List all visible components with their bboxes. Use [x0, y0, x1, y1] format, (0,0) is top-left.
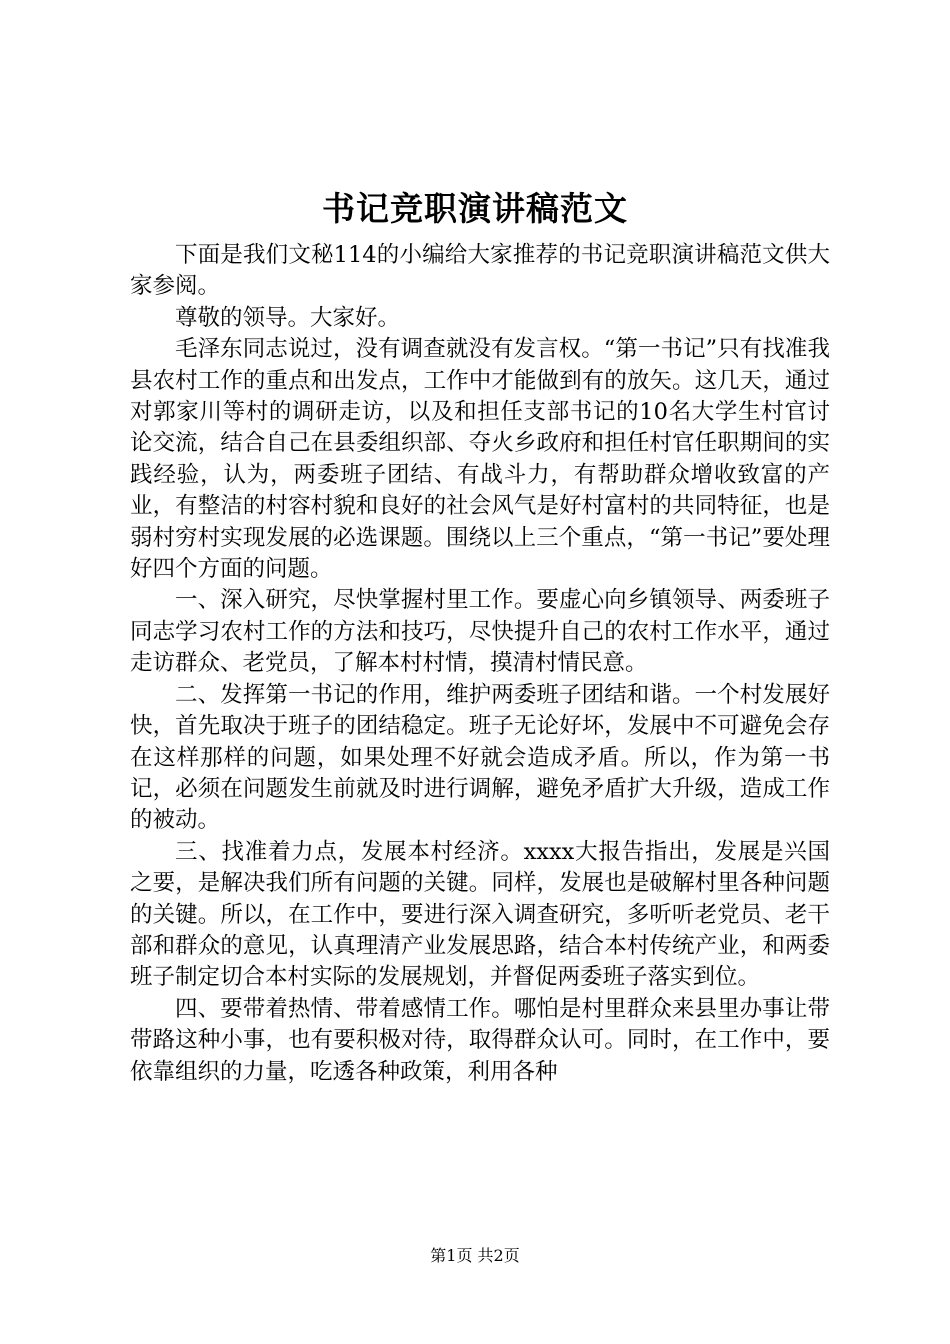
paragraph-point-one: 一、深入研究，尽快掌握村里工作。要虚心向乡镇领导、两委班子同志学习农村工作的方法和技巧，尽快提升自己的农村工作水平，通过走访群众、老党员，了解本村村情，摸清村情民意。 — [130, 587, 830, 677]
paragraph-point-three: 三、找准着力点，发展本村经济。xxxx大报告指出，发展是兴国之要，是解决我们所有问题的关键。同样，发展也是破解村里各种问题的关键。所以，在工作中，要进行深入调查研究，多听听老党员、老干部和群众的意见，认真理清产业发展思路，结合本村传统产业，和两委班子制定切合本村实际的发展规划，并督促两委班子落实到位。 — [130, 838, 830, 991]
document-body — [130, 240, 830, 1088]
paragraph-opening: 毛泽东同志说过，没有调查就没有发言权。“第一书记”只有找准我县农村工作的重点和出发点，工作中才能做到有的放矢。这几天，通过对郭家川等村的调研走访，以及和担任支部书记的10名大学生村官讨论交流，结合自己在县委组织部、夺火乡政府和担任村官任职期间的实践经验，认为，两委班子团结、有战斗力，有帮助群众增收致富的产业，有整洁的村容村貌和良好的社会风气是好村富村的共同特征，也是弱村穷村实现发展的必选课题。围绕以上三个重点，“第一书记”要处理好四个方面的问题。 — [130, 336, 830, 583]
paragraph-point-four: 四、要带着热情、带着感情工作。哪怕是村里群众来县里办事让带带路这种小事，也有要积极对待，取得群众认可。同时，在工作中，要依靠组织的力量，吃透各种政策，利用各种 — [130, 995, 830, 1085]
paragraph-point-two: 二、发挥第一书记的作用，维护两委班子团结和谐。一个村发展好快，首先取决于班子的团结稳定。班子无论好坏，发展中不可避免会存在这样那样的问题，如果处理不好就会造成矛盾。所以，作为第一书记，必须在问题发生前就及时进行调解，避免矛盾扩大升级，造成工作的被动。 — [130, 681, 830, 834]
document-title: 书记竞职演讲稿范文 — [322, 189, 628, 228]
paragraph-greeting: 尊敬的领导。大家好。 — [175, 304, 401, 331]
paragraph-intro: 下面是我们文秘114的小编给大家推荐的书记竞职演讲稿范文供大家参阅。 — [130, 242, 830, 300]
page-footer — [0, 1244, 950, 1268]
page-indicator: 第1页 共2页 — [430, 1246, 520, 1265]
